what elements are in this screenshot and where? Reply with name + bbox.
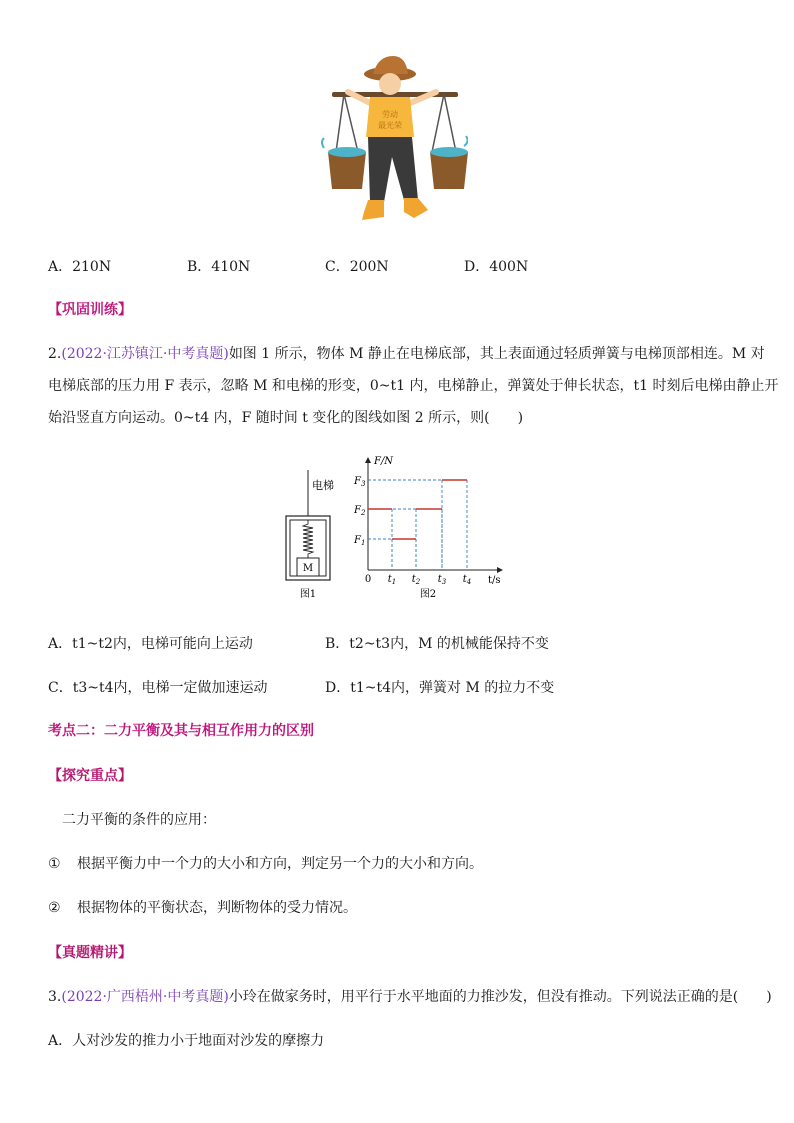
x-tick-t2: $t_2$ [411,574,421,586]
q3-stem-text: 小玲在做家务时，用平行于水平地面的力推沙发，但没有推动。下列说法正确的是( ) [228,989,772,1005]
real-heading: 【真题精讲】 [48,945,132,961]
q2-stem-line3: 始沿竖直方向运动。0~t4 内，F 随时间 t 变化的图线如图 2 所示，则( ) [48,410,524,426]
q2-stem-line1 [48,344,765,364]
x-tick-t1: $t_1$ [387,574,397,586]
section-consolidate-heading: 【巩固训练】 [48,302,132,318]
elevator-label: 电梯 [312,479,334,492]
q3-number: 3. [48,989,62,1005]
q2-stem-text1: 如图 1 所示，物体 M 静止在电梯底部，其上表面通过轻质弹簧与电梯顶部相连。M 对 [228,346,765,362]
x-tick-t3: $t_3$ [437,574,447,586]
x-tick-t4: $t_4$ [462,574,472,586]
explore-item-2 [48,898,357,918]
q1-choice-a[interactable]: A．210N [48,259,112,275]
y-axis-label: F/N [374,456,394,467]
explore-item-1-text: 根据平衡力中一个力的大小和方向，判定另一个力的大小和方向。 [77,856,484,872]
q2-choice-b[interactable]: B．t2~t3内，M 的机械能保持不变 [325,636,549,652]
y-tick-F3: $F_3$ [354,476,366,488]
q2-choice-a[interactable]: A．t1~t2内，电梯可能向上运动 [48,636,253,652]
q1-choice-d[interactable]: D．400N [464,259,529,275]
figure2-caption: 图2 [419,589,437,600]
mass-label: M [302,563,314,574]
explore-item-2-marker: ② [48,900,61,916]
svg-text:劳动: 劳动 [382,110,398,119]
x-axis-label: t/s [488,575,501,586]
y-tick-F1: $F_1$ [354,535,366,547]
q2-number: 2. [48,346,62,362]
figure2-graph [350,452,510,602]
y-tick-F2: $F_2$ [354,505,366,517]
explore-heading: 【探究重点】 [48,768,132,784]
explore-item-1-marker: ① [48,856,61,872]
q3-choice-a[interactable]: A．人对沙发的推力小于地面对沙发的摩擦力 [48,1033,325,1049]
q3-stem [48,987,772,1007]
spring [303,520,313,558]
svg-text:最光荣: 最光荣 [378,121,402,130]
water-carrier-illustration [318,52,468,227]
q1-choice-c[interactable]: C．200N [325,259,389,275]
q2-choice-c[interactable]: C．t3~t4内，电梯一定做加速运动 [48,680,268,696]
kaodian2-heading: 考点二：二力平衡及其与相互作用力的区别 [48,723,314,739]
explore-item-2-text: 根据物体的平衡状态，判断物体的受力情况。 [77,900,358,916]
q2-stem-line2: 电梯底部的压力用 F 表示，忽略 M 和电梯的形变，0~t1 内，电梯静止，弹簧处于伸长状态，t1 时刻后电梯由静止开 [48,378,779,394]
q2-source: (2022·江苏镇江·中考真题) [61,346,229,362]
explore-item-1 [48,854,483,874]
origin-label: 0 [364,574,372,585]
q2-choice-d[interactable]: D．t1~t4内，弹簧对 M 的拉力不变 [325,680,555,696]
explore-intro: 二力平衡的条件的应用： [62,812,216,828]
figure1-caption: 图1 [299,589,317,600]
q3-source: (2022·广西梧州·中考真题) [61,989,229,1005]
figure1-elevator [280,470,350,602]
q1-choice-b[interactable]: B．410N [187,259,251,275]
